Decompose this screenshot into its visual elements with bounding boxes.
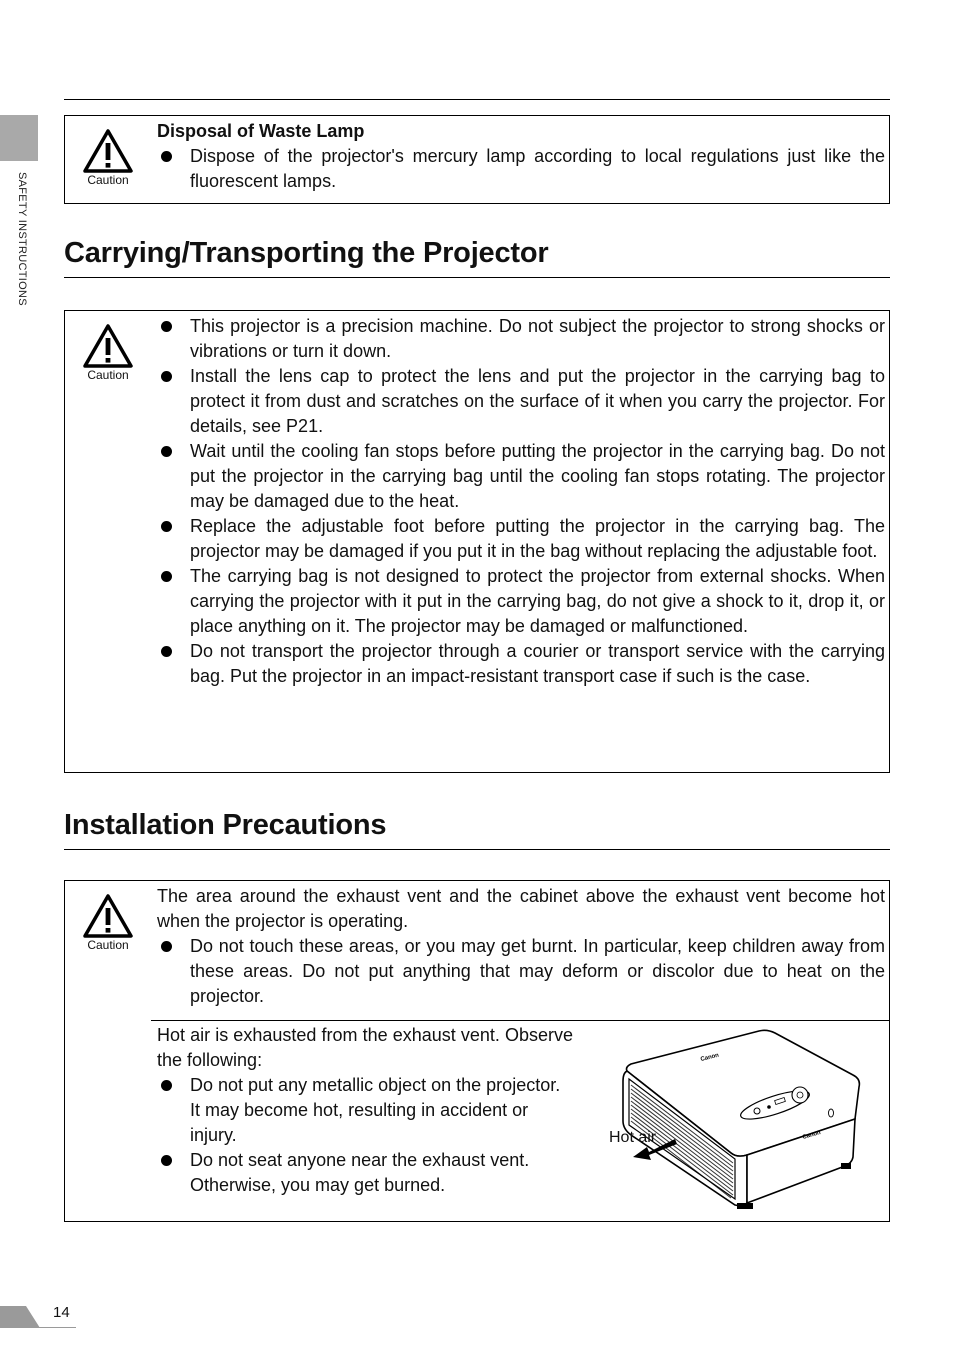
- side-tab-marker: [0, 115, 38, 161]
- list-item: Do not put any metallic object on the projector. It may become hot, resulting in accident or injury.: [157, 1073, 573, 1148]
- section-title-carrying: Carrying/Transporting the Projector: [64, 237, 549, 269]
- disposal-content: [157, 119, 885, 194]
- list-item: Wait until the cooling fan stops before putting the projector in the carrying bag. Do not put the projector in the carrying bag until the cooling fan stops rotating. The projector may be damaged due to the heat.: [157, 439, 885, 514]
- footer-rule: [0, 1327, 76, 1328]
- caution-block: [79, 128, 137, 187]
- installation-intro: The area around the exhaust vent and the cabinet above the exhaust vent become hot when the projector is operating.: [157, 886, 885, 931]
- hot-air-list: [157, 1073, 573, 1198]
- caution-label: Caution: [87, 173, 129, 187]
- page-number: 14: [53, 1304, 70, 1321]
- section-rule: [64, 277, 890, 278]
- brand-mark: Canon: [700, 1052, 720, 1063]
- list-item: The carrying bag is not designed to protect the projector from external shocks. When carrying the projector with it put in the carrying bag, do not give a shock to it, drop it, or place anything on it. The projector may be damaged or malfunctioned.: [157, 564, 885, 639]
- carrying-caution-box: [64, 310, 890, 773]
- warning-triangle-icon: [82, 323, 134, 369]
- inner-divider: [151, 1020, 889, 1021]
- installation-caution-box: [64, 880, 890, 1222]
- warning-triangle-icon: [82, 893, 134, 939]
- list-item: Replace the adjustable foot before putting the projector in the carrying bag. The projector may be damaged if you put it in the bag without replacing the adjustable foot.: [157, 514, 885, 564]
- hot-air-content: [157, 1023, 573, 1198]
- warning-triangle-icon: [82, 128, 134, 174]
- carrying-content: [157, 314, 885, 689]
- caution-label: Caution: [87, 368, 129, 382]
- disposal-list: [157, 144, 885, 194]
- caution-block: [79, 323, 137, 382]
- section-rule: [64, 849, 890, 850]
- projector-illustration: [609, 1027, 869, 1217]
- list-item: Do not touch these areas, or you may get burnt. In particular, keep children away from these areas. Do not put anything that may deform or discolor due to heat on the projector.: [157, 934, 885, 1009]
- list-item: Do not seat anyone near the exhaust vent. Otherwise, you may get burned.: [157, 1148, 573, 1198]
- carrying-list: [157, 314, 885, 689]
- top-rule: [64, 99, 890, 100]
- list-item: Do not transport the projector through a courier or transport service with the carrying bag. Put the projector in an impact-resistant transport case if such is the case.: [157, 639, 885, 689]
- hot-air-label: Hot air: [609, 1129, 657, 1146]
- installation-list: [157, 934, 885, 1009]
- caution-label: Caution: [87, 938, 129, 952]
- projector-figure: [609, 1027, 869, 1217]
- installation-content: [157, 884, 885, 1009]
- hot-air-intro: Hot air is exhausted from the exhaust vent. Observe the following:: [157, 1025, 573, 1070]
- disposal-caution-box: [64, 115, 890, 204]
- list-item: Dispose of the projector's mercury lamp according to local regulations just like the fluorescent lamps.: [157, 144, 885, 194]
- list-item: Install the lens cap to protect the lens and put the projector in the carrying bag to protect it from dust and scratches on the surface of it when you carry the projector. For details, see P21.: [157, 364, 885, 439]
- page-tab-marker: [0, 1306, 40, 1328]
- list-item: This projector is a precision machine. Do not subject the projector to strong shocks or vibrations or turn it down.: [157, 314, 885, 364]
- section-title-installation: Installation Precautions: [64, 809, 387, 841]
- caution-block: [79, 893, 137, 952]
- brand-mark: Canon: [801, 1130, 822, 1141]
- disposal-title: Disposal of Waste Lamp: [157, 121, 365, 141]
- side-section-label: SAFETY INSTRUCTIONS: [16, 172, 28, 306]
